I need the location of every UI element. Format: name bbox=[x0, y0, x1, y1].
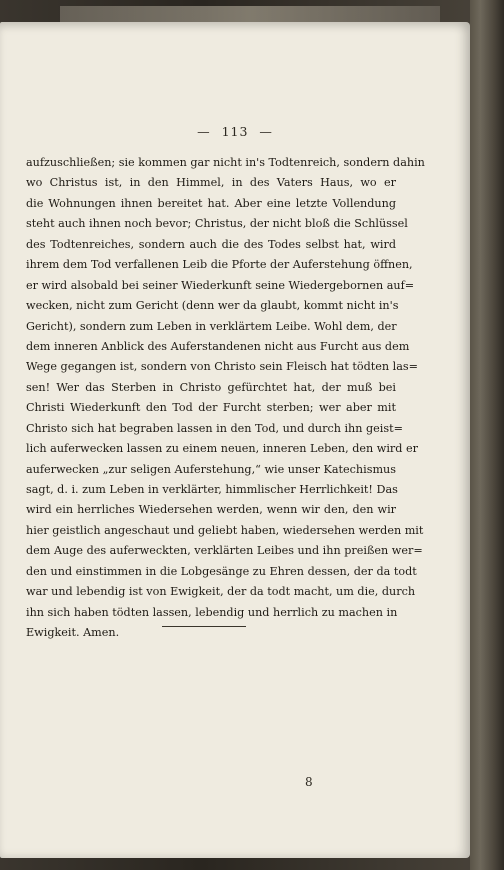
text-line: wird ein herrliches Wiedersehen werden, wenn wir den, den wir bbox=[26, 503, 396, 517]
page-number: — 113 — bbox=[197, 124, 273, 139]
text-line: dem inneren Anblick des Auferstandenen nicht aus Furcht aus dem bbox=[26, 339, 410, 353]
text-line: den und einstimmen in die Lobgesänge zu Ehren dessen, der da todt bbox=[26, 564, 417, 578]
text-line: wecken, nicht zum Gericht (denn wer da glaubt, kommt nicht in's bbox=[26, 299, 399, 313]
text-line: war und lebendig ist von Ewigkeit, der da todt macht, um die, durch bbox=[26, 585, 416, 599]
text-line: ihrem dem Tod verfallenen Leib die Pforte der Auferstehung öffnen, bbox=[26, 258, 413, 272]
text-line: die Wohnungen ihnen bereitet hat. Aber eine letzte Vollendung bbox=[26, 196, 396, 210]
text-line: des Todtenreiches, sondern auch die des Todes selbst hat, wird bbox=[26, 237, 396, 251]
text-line: sagt, d. i. zum Leben in verklärter, himmlischer Herrlichkeit! Das bbox=[26, 483, 398, 496]
text-line: sen! Wer das Sterben in Christo gefürchtet hat, der muß bei bbox=[26, 380, 396, 394]
text-line: hier geistlich angeschaut und geliebt haben, wiedersehen werden mit bbox=[26, 523, 424, 537]
text-line: Ewigkeit. Amen. bbox=[26, 626, 120, 640]
text-line: aufzuschließen; sie kommen gar nicht in's Todtenreich, sondern dahin bbox=[26, 156, 425, 169]
text-line: Christo sich hat begraben lassen in den Tod, und durch ihn geist= bbox=[26, 421, 403, 435]
text-line: auferwecken „zur seligen Auferstehung,“ wie unser Katechismus bbox=[26, 462, 396, 476]
text-line: er wird alsobald bei seiner Wiederkunft seine Wiedergebornen auf= bbox=[26, 278, 415, 292]
page-stack-edge bbox=[470, 0, 504, 870]
text-line: Gericht), sondern zum Leben in verklärtem Leibe. Wohl dem, der bbox=[26, 319, 397, 333]
text-line: lich auferwecken lassen zu einem neuen, inneren Leben, den wird er bbox=[26, 442, 418, 456]
text-line: steht auch ihnen noch bevor; Christus, der nicht bloß die Schlüssel bbox=[26, 217, 408, 231]
section-divider bbox=[162, 626, 246, 627]
text-line: Wege gegangen ist, sondern von Christo sein Fleisch hat tödten las= bbox=[26, 360, 419, 374]
text-line: ihn sich haben tödten lassen, lebendig und herrlich zu machen in bbox=[26, 605, 398, 619]
text-line: wo Christus ist, in den Himmel, in des Vaters Haus, wo er bbox=[26, 176, 396, 190]
text-line: Christi Wiederkunft den Tod der Furcht sterben; wer aber mit bbox=[26, 401, 396, 415]
signature-mark: 8 bbox=[305, 775, 313, 789]
text-line: dem Auge des auferweckten, verklärten Leibes und ihn preißen wer= bbox=[26, 544, 423, 558]
book-page bbox=[0, 22, 470, 858]
body-text bbox=[26, 153, 425, 644]
